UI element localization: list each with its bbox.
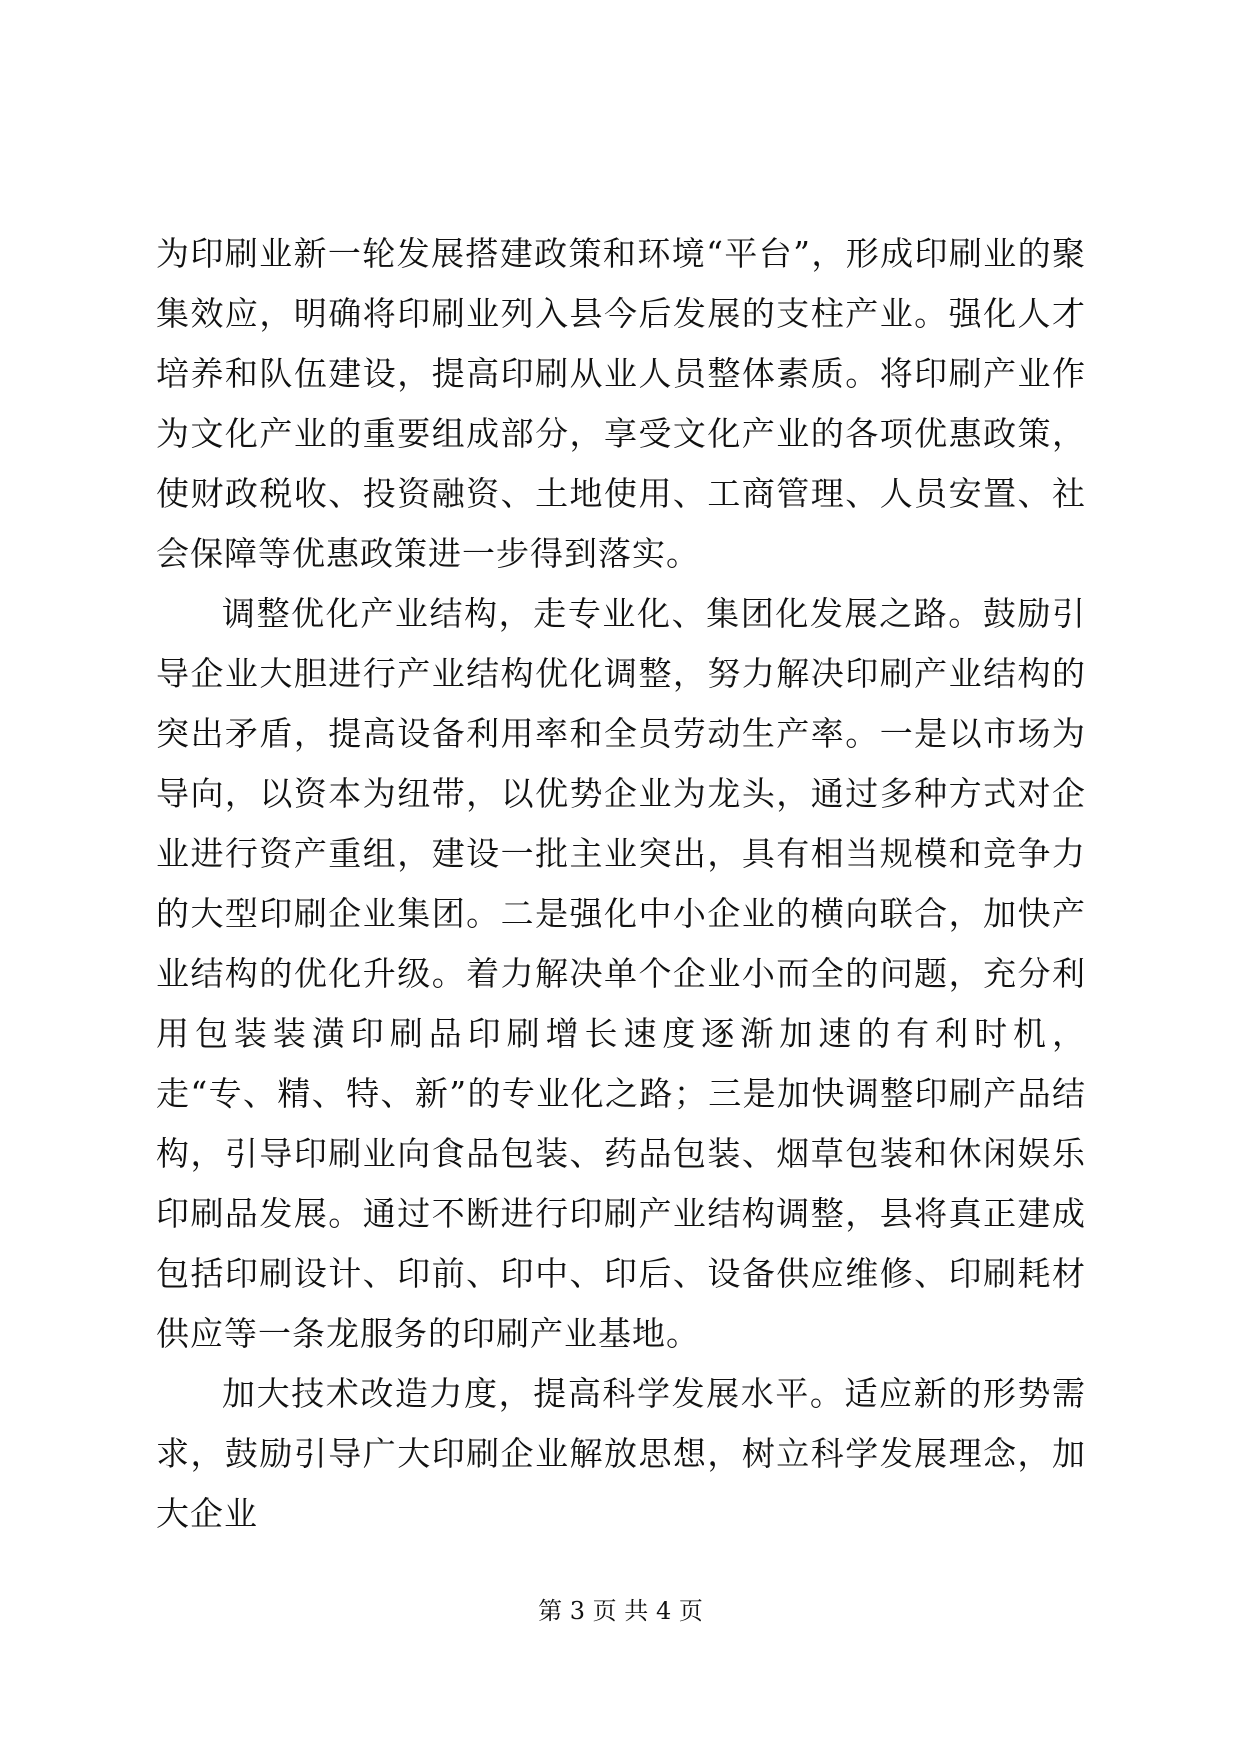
paragraph-1: 为印刷业新一轮发展搭建政策和环境“平台”，形成印刷业的聚集效应，明确将印刷业列入县今后发展的支柱产业。强化人才培养和队伍建设，提高印刷从业人员整体素质。将印刷产业作为文化产业的重要组成部分，享受文化产业的各项优惠政策，使财政税收、投资融资、土地使用、工商管理、人员安置、社会保障等优惠政策进一步得到落实。 <box>156 234 1086 573</box>
paragraph-2: 调整优化产业结构，走专业化、集团化发展之路。鼓励引导企业大胆进行产业结构优化调整，努力解决印刷产业结构的突出矛盾，提高设备利用率和全员劳动生产率。一是以市场为导向，以资本为纽带，以优势企业为龙头，通过多种方式对企业进行资产重组，建设一批主业突出，具有相当规模和竞争力的大型印刷企业集团。二是强化中小企业的横向联合，加快产业结构的优化升级。着力解决单个企业小而全的问题，充分利用包装装潢印刷品印刷增长速度逐渐加速的有利时机，走“专、精、特、新”的专业化之路；三是加快调整印刷产品结构，引导印刷业向食品包装、药品包装、烟草包装和休闲娱乐印刷品发展。通过不断进行印刷产业结构调整，县将真正建成包括印刷设计、印前、印中、印后、设备供应维修、印刷耗材供应等一条龙服务的印刷产业基地。 <box>156 594 1086 1353</box>
paragraph-3: 加大技术改造力度，提高科学发展水平。适应新的形势需求，鼓励引导广大印刷企业解放思想，树立科学发展理念，加大企业 <box>156 1374 1086 1533</box>
page-number-label: 第 3 页 共 4 页 <box>538 1597 703 1625</box>
document-body <box>156 224 1086 1544</box>
page-footer <box>0 1591 1241 1626</box>
